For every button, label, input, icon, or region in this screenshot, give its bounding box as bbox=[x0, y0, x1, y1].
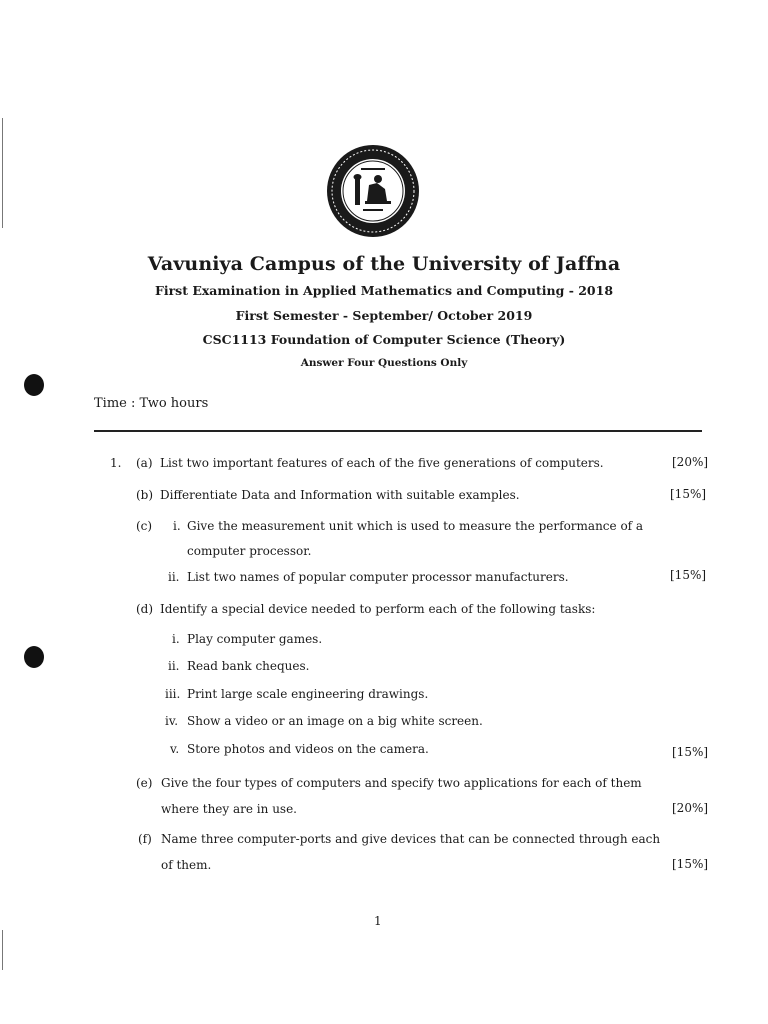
part-c-ii-label: ii. bbox=[168, 570, 180, 584]
part-d-item-label: iv. bbox=[165, 714, 179, 728]
part-d-item-text: Read bank cheques. bbox=[187, 659, 310, 673]
part-c-marks: [15%] bbox=[670, 568, 707, 582]
exam-title: First Examination in Applied Mathematics and Computing - 2018 bbox=[154, 283, 614, 298]
semester-line: First Semester - September/ October 2019 bbox=[235, 308, 533, 323]
instruction-line: Answer Four Questions Only bbox=[300, 357, 468, 369]
punch-hole-top bbox=[24, 374, 44, 396]
part-c-i-line2: computer processor. bbox=[187, 544, 312, 558]
part-e-line1: Give the four types of computers and specify two applications for each of them bbox=[161, 776, 642, 790]
part-d-text: Identify a special device needed to perform each of the following tasks: bbox=[160, 602, 596, 616]
part-d-item-label: iii. bbox=[165, 687, 181, 701]
part-a-marks: [20%] bbox=[672, 455, 709, 469]
part-c-label: (c) bbox=[136, 519, 153, 533]
punch-hole-bottom bbox=[24, 646, 44, 668]
part-d-item-text: Play computer games. bbox=[187, 632, 323, 646]
part-d-label: (d) bbox=[136, 602, 154, 616]
scan-edge-mark bbox=[2, 118, 3, 228]
university-title: Vavuniya Campus of the University of Jaffna bbox=[147, 253, 621, 275]
part-a-text: List two important features of each of the five generations of computers. bbox=[160, 456, 604, 470]
part-d-item-text: Store photos and videos on the camera. bbox=[187, 742, 429, 756]
part-b-marks: [15%] bbox=[670, 487, 707, 501]
question-number: 1. bbox=[110, 456, 122, 470]
part-d-item-label: v. bbox=[170, 742, 180, 756]
part-e-line2: where they are in use. bbox=[161, 802, 297, 816]
part-c-i-line1: Give the measurement unit which is used to measure the performance of a bbox=[187, 519, 644, 533]
university-seal-logo bbox=[325, 143, 421, 239]
page-number: 1 bbox=[374, 914, 382, 928]
part-b-label: (b) bbox=[136, 488, 154, 502]
part-c-i-label: i. bbox=[173, 519, 181, 533]
part-d-item-label: i. bbox=[172, 632, 180, 646]
part-c-ii-text: List two names of popular computer processor manufacturers. bbox=[187, 570, 569, 584]
time-allowed: Time : Two hours bbox=[94, 396, 209, 411]
part-d-item-text: Print large scale engineering drawings. bbox=[187, 687, 429, 701]
part-f-line2: of them. bbox=[161, 858, 212, 872]
part-b-text: Differentiate Data and Information with suitable examples. bbox=[160, 488, 520, 502]
part-d-item-text: Show a video or an image on a big white screen. bbox=[187, 714, 483, 728]
header-divider bbox=[94, 430, 702, 432]
course-title: CSC1113 Foundation of Computer Science (Theory) bbox=[202, 332, 566, 347]
part-e-label: (e) bbox=[136, 776, 153, 790]
part-f-marks: [15%] bbox=[672, 857, 709, 871]
part-d-item-label: ii. bbox=[168, 659, 180, 673]
scan-edge-mark-lower bbox=[2, 930, 3, 970]
part-a-label: (a) bbox=[136, 456, 153, 470]
part-d-marks: [15%] bbox=[672, 745, 709, 759]
part-f-line1: Name three computer-ports and give devices that can be connected through each bbox=[161, 832, 661, 846]
part-f-label: (f) bbox=[138, 832, 152, 846]
part-e-marks: [20%] bbox=[672, 801, 709, 815]
